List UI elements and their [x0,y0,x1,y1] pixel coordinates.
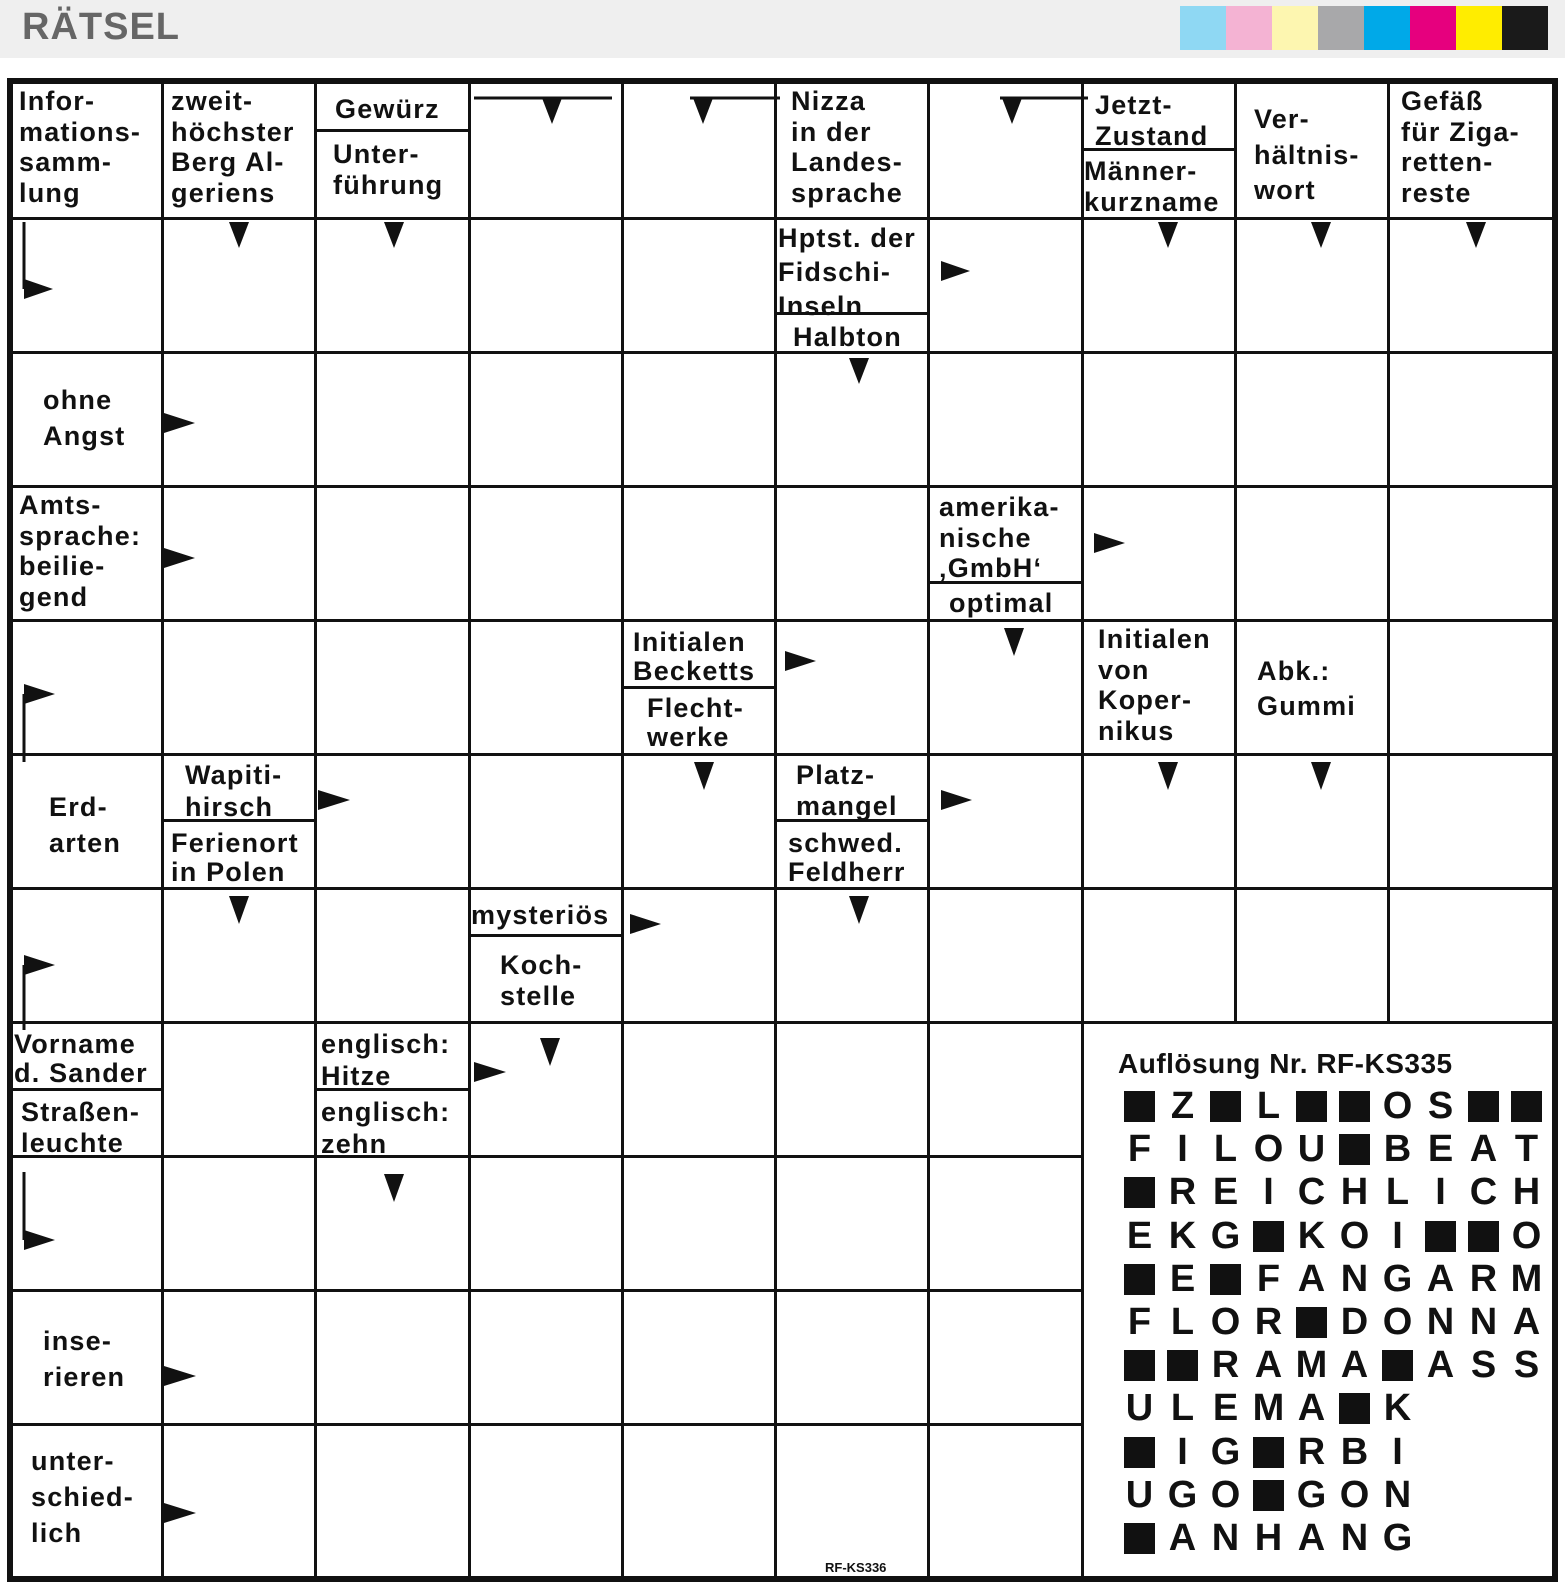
arrow-right-icon [318,790,350,810]
clue-optimal: optimal [949,588,1054,618]
clue-informationssammlung: Infor- mations- samm- lung [19,86,142,208]
solution-black-cell [1204,1261,1247,1298]
solution-black-cell [1247,1477,1290,1514]
solution-letter: A [1297,1387,1326,1430]
solution-letter: C [1469,1171,1498,1214]
clue-nizza: Nizza in der Landes- sprache [791,86,903,208]
clue-maennerkurzname: Männer- kurzname [1084,156,1220,217]
clue-hptst-fidschi: Hptst. der Fidschi- Inseln [778,223,917,321]
solution-letter: A [1254,1344,1283,1387]
solution-black-cell [1419,1218,1462,1255]
solution-letter: O [1253,1128,1284,1171]
solution-letter: R [1469,1257,1498,1300]
clue-verhaeltniswort: Ver- hältnis- wort [1254,104,1360,206]
solution-black-cell [1462,1088,1505,1125]
solution-letter: O [1339,1473,1370,1516]
solution-letter: L [1170,1387,1195,1430]
solution-letter: N [1211,1517,1240,1559]
solution-letter: O [1210,1473,1241,1516]
solution-black-cell [1204,1088,1247,1125]
clue-kochstelle: Koch- stelle [500,950,583,1012]
solution-letter: U [1125,1387,1154,1430]
solution-letter: R [1254,1301,1283,1343]
solution-black-cell [1118,1261,1161,1298]
solution-letter: L [1170,1301,1195,1343]
solution-letter: S [1427,1085,1454,1127]
arrow-right-icon [164,548,195,568]
solution-letter: O [1382,1301,1413,1343]
solution-row [1118,1214,1548,1257]
solution-letter: I [1435,1171,1446,1214]
solution-letter: M [1295,1344,1328,1387]
solution-black-cell [1118,1520,1161,1557]
solution-letter: C [1297,1171,1326,1214]
solution-letter: O [1511,1214,1542,1257]
clue-strassenleuchte: Straßen- leuchte [21,1097,141,1159]
clue-zweithoechster-berg: zweit- höchster Berg Al- geriens [171,86,295,208]
solution-letter [1505,1520,1548,1557]
clue-halbton: Halbton [793,322,902,352]
solution-row [1118,1517,1548,1559]
solution-letter: M [1252,1387,1285,1430]
solution-letter: G [1382,1257,1413,1300]
solution-black-cell [1290,1088,1333,1125]
solution-letter [1419,1390,1462,1427]
solution-letter: D [1340,1301,1369,1343]
clue-ohne-angst: ohne Angst [43,385,126,452]
clue-amerikanische-gmbh: amerika- nische ‚GmbH‘ [939,492,1060,583]
clue-englisch-hitze: englisch: Hitze [321,1029,451,1092]
arrow-down-icon [1311,762,1331,790]
solution-row [1118,1473,1548,1516]
solution-letter: G [1382,1517,1413,1559]
arrow-down-icon [1158,762,1178,790]
solution-letter: H [1254,1517,1283,1559]
solution-letter: A [1512,1301,1541,1343]
clue-mysterioes: mysteriös [471,900,610,930]
clue-amtssprache: Amts- sprache: beilie- gend [19,490,142,612]
arrow-right-icon [474,1062,506,1082]
solution-letter: K [1297,1214,1326,1257]
solution-letter [1462,1520,1505,1557]
clue-gewuerz: Gewürz [335,94,440,124]
arrow-right-icon [164,413,195,433]
solution-black-cell [1333,1390,1376,1427]
arrow-down-icon [384,1174,404,1202]
solution-letter: E [1212,1387,1239,1430]
clue-flechtwerke: Flecht- werke [647,693,744,753]
solution-letter [1462,1434,1505,1471]
clue-wapitihirsch: Wapiti- hirsch [185,760,283,823]
arrow-right-icon [941,790,972,810]
solution-letter: E [1427,1128,1454,1171]
solution-letter: I [1392,1430,1403,1473]
solution-black-cell [1118,1434,1161,1471]
solution-letter: S [1513,1344,1540,1387]
solution-black-cell [1161,1347,1204,1384]
solution-letter: U [1297,1128,1326,1171]
arrow-right-icon [24,955,55,975]
solution-letter: A [1297,1257,1326,1300]
solution-letter: N [1469,1301,1498,1343]
solution-letter: H [1512,1171,1541,1214]
arrow-down-icon [1466,222,1486,248]
arrow-right-icon [1094,533,1125,553]
solution-black-cell [1118,1088,1161,1125]
solution-letter: L [1256,1085,1281,1127]
arrow-down-icon [229,222,249,248]
solution-black-cell [1118,1347,1161,1384]
solution-letter: G [1210,1214,1241,1257]
solution-row [1118,1085,1548,1127]
arrow-right-icon [164,1366,196,1386]
clue-inserieren: inse- rieren [43,1326,126,1392]
solution-letter: R [1297,1430,1326,1473]
solution-letter [1505,1477,1548,1514]
arrow-down-icon [1158,222,1178,248]
arrow-down-icon [540,1038,560,1066]
solution-letter: E [1212,1171,1239,1214]
arrow-down-icon [1311,222,1331,248]
solution-letter: K [1168,1214,1197,1257]
solution-title: Auflösung Nr. RF-KS335 [1118,1048,1453,1079]
arrow-right-icon [24,1230,55,1250]
solution-letter: N [1383,1473,1412,1516]
clue-abk-gummi: Abk.: Gummi [1257,656,1357,722]
solution-letter [1419,1434,1462,1471]
solution-letter: S [1470,1344,1497,1387]
solution-black-cell [1462,1218,1505,1255]
solution-black-cell [1333,1131,1376,1168]
solution-letter: N [1426,1301,1455,1343]
arrow-down-icon [1002,98,1022,124]
clue-initialen-becketts: Initialen Becketts [633,627,756,686]
solution-black-cell [1505,1088,1548,1125]
solution-letter: T [1514,1128,1539,1171]
solution-letter: N [1340,1517,1369,1559]
solution-letter: L [1213,1128,1238,1171]
solution-letter: A [1469,1128,1498,1171]
solution-black-cell [1247,1218,1290,1255]
clue-platzmangel: Platz- mangel [796,760,898,821]
arrow-down-icon [849,896,869,924]
solution-black-cell [1376,1347,1419,1384]
solution-row [1118,1301,1548,1343]
clue-unterschiedlich: unter- schied- lich [31,1446,134,1548]
solution-letter [1419,1520,1462,1557]
arrow-right-icon [785,651,816,671]
solution-letter: I [1392,1214,1403,1257]
solution-letter: E [1169,1257,1196,1300]
arrow-down-icon [694,762,714,790]
puzzle-code: RF-KS336 [825,1560,887,1575]
solution-letter: O [1210,1301,1241,1343]
arrow-right-icon [630,914,661,934]
clue-englisch-zehn: englisch: zehn [321,1097,451,1160]
solution-letter: N [1340,1257,1369,1300]
clue-schwed-feldherr: schwed. Feldherr [788,828,906,887]
solution-letter: H [1340,1171,1369,1214]
clue-erdarten: Erd- arten [49,792,122,858]
solution-letter: U [1125,1473,1154,1516]
solution-letter: G [1210,1430,1241,1473]
clue-gefaess: Gefäß für Ziga- retten- reste [1401,86,1520,208]
solution-letter: K [1383,1387,1412,1430]
solution-letter: B [1383,1128,1412,1171]
arrow-down-icon [229,896,249,924]
arrow-down-icon [1004,628,1024,656]
solution-letter: R [1211,1344,1240,1387]
solution-letter: G [1167,1473,1198,1516]
solution-row [1118,1171,1548,1214]
arrow-down-icon [542,98,562,124]
solution-black-cell [1247,1434,1290,1471]
solution-letter: A [1426,1344,1455,1387]
solution-row [1118,1257,1548,1300]
clue-unterfuehrung: Unter- führung [333,139,444,200]
solution-letter: G [1296,1473,1327,1516]
solution-letter [1462,1477,1505,1514]
solution-letter: A [1426,1257,1455,1300]
solution-letter: I [1177,1128,1188,1171]
solution-letter: A [1168,1517,1197,1559]
solution-row [1118,1128,1548,1171]
page-title: RÄTSEL [22,6,180,48]
solution-row [1118,1344,1548,1387]
solution-black-cell [1118,1174,1161,1211]
clue-jetztzustand: Jetzt- Zustand [1095,90,1209,151]
arrow-down-icon [849,358,869,384]
clue-vorname-sander: Vorname d. Sander [14,1029,148,1088]
solution-letter: L [1385,1171,1410,1214]
solution-letter: O [1382,1085,1413,1127]
solution-black-cell [1290,1304,1333,1341]
arrow-right-icon [24,279,53,299]
solution-letter: A [1297,1517,1326,1559]
arrow-down-icon [384,222,404,248]
clue-ferienort-polen: Ferienort in Polen [171,828,299,887]
solution-letter: E [1126,1214,1153,1257]
solution-row [1118,1430,1548,1473]
solution-letter: Z [1170,1085,1195,1127]
solution-letter: F [1127,1301,1152,1343]
solution-letter: F [1256,1257,1281,1300]
solution-letter [1505,1390,1548,1427]
clue-initialen-kopernikus: Initialen von Koper- nikus [1098,624,1211,746]
arrow-right-icon [24,684,55,704]
solution-letter: I [1263,1171,1274,1214]
solution-letter: I [1177,1430,1188,1473]
solution-letter: A [1340,1344,1369,1387]
solution-letter: B [1340,1430,1369,1473]
solution-letter [1419,1477,1462,1514]
solution-letter [1505,1434,1548,1471]
solution-letter: M [1510,1257,1543,1300]
solution-row [1118,1387,1548,1430]
solution-black-cell [1333,1088,1376,1125]
arrow-down-icon [693,98,713,124]
solution-letter: R [1168,1171,1197,1214]
arrow-right-icon [941,261,970,281]
solution-letter: O [1339,1214,1370,1257]
arrow-right-icon [164,1503,196,1523]
solution-letter: F [1127,1128,1152,1171]
solution-letter [1462,1390,1505,1427]
